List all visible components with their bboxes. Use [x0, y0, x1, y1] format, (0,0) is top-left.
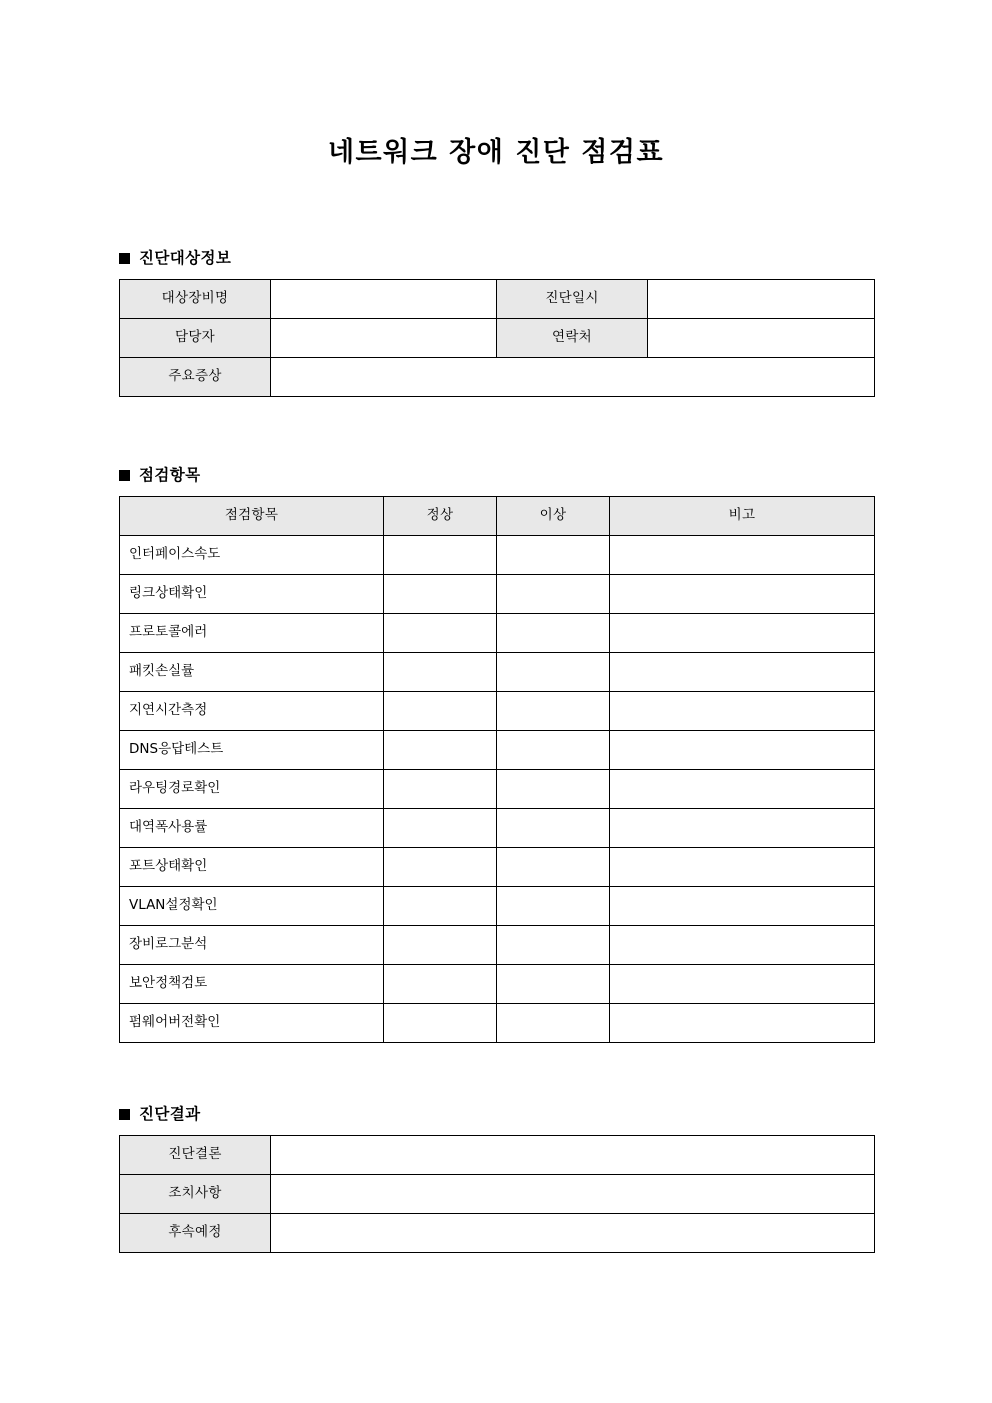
check-item-abnormal-cell[interactable] — [497, 691, 610, 730]
check-item-label: 인터페이스속도 — [120, 535, 384, 574]
field-value-followup-plan[interactable] — [271, 1213, 875, 1252]
table-row — [120, 1213, 875, 1252]
field-value-device-name[interactable] — [271, 279, 497, 318]
check-item-normal-cell[interactable] — [384, 574, 497, 613]
check-items-table — [119, 496, 875, 1043]
check-item-label: 펌웨어버전확인 — [120, 1003, 384, 1042]
check-item-normal-cell[interactable] — [384, 1003, 497, 1042]
check-item-label: 지연시간측정 — [120, 691, 384, 730]
check-item-abnormal-cell[interactable] — [497, 886, 610, 925]
section-heading-check-items — [119, 466, 874, 485]
field-label-main-symptom: 주요증상 — [120, 357, 271, 396]
check-item-remark-cell[interactable] — [610, 574, 875, 613]
check-item-normal-cell[interactable] — [384, 808, 497, 847]
check-item-remark-cell[interactable] — [610, 730, 875, 769]
check-item-abnormal-cell[interactable] — [497, 730, 610, 769]
check-item-remark-cell[interactable] — [610, 808, 875, 847]
check-item-abnormal-cell[interactable] — [497, 1003, 610, 1042]
check-item-label: 보안정책검토 — [120, 964, 384, 1003]
check-item-label: 링크상태확인 — [120, 574, 384, 613]
check-item-normal-cell[interactable] — [384, 769, 497, 808]
field-value-main-symptom[interactable] — [271, 357, 875, 396]
field-value-diagnosis-datetime[interactable] — [648, 279, 875, 318]
check-item-normal-cell[interactable] — [384, 613, 497, 652]
check-item-abnormal-cell[interactable] — [497, 769, 610, 808]
check-item-remark-cell[interactable] — [610, 847, 875, 886]
check-item-remark-cell[interactable] — [610, 535, 875, 574]
target-info-table — [119, 279, 875, 397]
check-item-abnormal-cell[interactable] — [497, 925, 610, 964]
check-item-abnormal-cell[interactable] — [497, 535, 610, 574]
table-row — [120, 574, 875, 613]
check-item-label: 프로토콜에러 — [120, 613, 384, 652]
check-item-label: DNS응답테스트 — [120, 730, 384, 769]
section-heading-diagnosis-result — [119, 1105, 874, 1124]
check-item-label: 라우팅경로확인 — [120, 769, 384, 808]
check-item-remark-cell[interactable] — [610, 652, 875, 691]
check-item-normal-cell[interactable] — [384, 535, 497, 574]
check-item-remark-cell[interactable] — [610, 691, 875, 730]
field-label-device-name: 대상장비명 — [120, 279, 271, 318]
section-heading-target-info — [119, 249, 874, 268]
table-row — [120, 847, 875, 886]
table-row — [120, 1135, 875, 1174]
check-item-normal-cell[interactable] — [384, 964, 497, 1003]
table-row — [120, 613, 875, 652]
table-row — [120, 318, 875, 357]
check-item-abnormal-cell[interactable] — [497, 847, 610, 886]
check-item-label: 패킷손실률 — [120, 652, 384, 691]
check-item-remark-cell[interactable] — [610, 613, 875, 652]
table-row — [120, 769, 875, 808]
page-title: 네트워크 장애 진단 점검표 — [327, 137, 665, 168]
table-row — [120, 535, 875, 574]
field-label-contact: 연락처 — [497, 318, 648, 357]
table-row — [120, 357, 875, 396]
check-item-normal-cell[interactable] — [384, 730, 497, 769]
check-item-label: VLAN설정확인 — [120, 886, 384, 925]
table-row — [120, 886, 875, 925]
square-bullet-icon — [119, 470, 130, 481]
table-row — [120, 652, 875, 691]
table-header-row — [120, 496, 875, 535]
field-label-conclusion: 진단결론 — [120, 1135, 271, 1174]
check-item-normal-cell[interactable] — [384, 691, 497, 730]
section-heading-label: 점검항목 — [139, 466, 201, 484]
table-row — [120, 808, 875, 847]
check-item-normal-cell[interactable] — [384, 886, 497, 925]
check-item-abnormal-cell[interactable] — [497, 574, 610, 613]
section-target-info — [119, 249, 874, 397]
check-item-abnormal-cell[interactable] — [497, 808, 610, 847]
check-item-abnormal-cell[interactable] — [497, 964, 610, 1003]
table-row — [120, 1174, 875, 1213]
table-row — [120, 964, 875, 1003]
check-item-remark-cell[interactable] — [610, 886, 875, 925]
check-item-remark-cell[interactable] — [610, 769, 875, 808]
check-item-label: 장비로그분석 — [120, 925, 384, 964]
field-label-owner: 담당자 — [120, 318, 271, 357]
field-label-diagnosis-datetime: 진단일시 — [497, 279, 648, 318]
table-row — [120, 1003, 875, 1042]
column-header-abnormal: 이상 — [497, 496, 610, 535]
square-bullet-icon — [119, 253, 130, 264]
field-value-contact[interactable] — [648, 318, 875, 357]
check-item-remark-cell[interactable] — [610, 1003, 875, 1042]
section-heading-label: 진단결과 — [139, 1105, 201, 1123]
section-diagnosis-result — [119, 1105, 874, 1253]
check-item-normal-cell[interactable] — [384, 652, 497, 691]
field-label-action-taken: 조치사항 — [120, 1174, 271, 1213]
column-header-normal: 정상 — [384, 496, 497, 535]
check-item-label: 대역폭사용률 — [120, 808, 384, 847]
check-item-normal-cell[interactable] — [384, 925, 497, 964]
field-label-followup-plan: 후속예정 — [120, 1213, 271, 1252]
square-bullet-icon — [119, 1109, 130, 1120]
check-item-abnormal-cell[interactable] — [497, 613, 610, 652]
column-header-remark: 비고 — [610, 496, 875, 535]
table-row — [120, 925, 875, 964]
field-value-conclusion[interactable] — [271, 1135, 875, 1174]
check-item-label: 포트상태확인 — [120, 847, 384, 886]
table-row — [120, 691, 875, 730]
field-value-owner[interactable] — [271, 318, 497, 357]
table-row — [120, 730, 875, 769]
check-item-remark-cell[interactable] — [610, 925, 875, 964]
section-heading-label: 진단대상정보 — [139, 249, 232, 267]
column-header-item: 점검항목 — [120, 496, 384, 535]
table-row — [120, 279, 875, 318]
check-item-remark-cell[interactable] — [610, 964, 875, 1003]
field-value-action-taken[interactable] — [271, 1174, 875, 1213]
section-check-items — [119, 466, 874, 1043]
check-item-abnormal-cell[interactable] — [497, 652, 610, 691]
diagnosis-result-table — [119, 1135, 875, 1253]
check-item-normal-cell[interactable] — [384, 847, 497, 886]
